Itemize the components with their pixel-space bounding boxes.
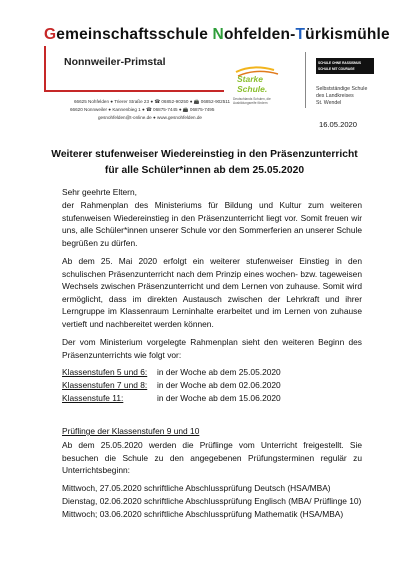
schedule-row [62, 367, 281, 377]
header-accent-vertical-line [44, 46, 46, 92]
greeting: Sehr geehrte Eltern, [62, 187, 137, 197]
address-line-3: gesnohfelden@t-online.de ● www.gesnohfelden.de [98, 115, 202, 120]
badge-row-2: SCHULE MIT COURAGE [318, 67, 355, 71]
schedule-row [62, 380, 281, 390]
school-status-line-3: St. Wendel [316, 100, 342, 106]
body-block [62, 199, 362, 367]
branch-name: Nonnweiler-Primstal [64, 56, 166, 68]
address-line-2: 66620 Nonnweiler ● Kannenbieg 1 ● ☎ 06875-7445 ● 📠 06875-7495 [70, 107, 215, 112]
paragraph-exams: Ab dem 25.05.2020 werden die Prüflinge vom Unterricht freigestellt. Sie besuchen die Schule zu den angegebenen Prüfungsterminen regulär zu Unterrichtsbeginn: [62, 440, 362, 475]
schedule-row [62, 393, 281, 403]
exam-line: Mittwoch; 03.06.2020 schriftliche Abschlussprüfung Mathematik (HSA/MBA) [62, 509, 344, 519]
school-name-part-3: ürkismühle [305, 26, 390, 43]
badge-row-1: SCHULE OHNE RASSISMUS [318, 61, 362, 65]
schedule-label: Klassenstufe 11: [62, 393, 124, 403]
starke-logo-subtitle: Deutschlands Schulen, die Ausbildungsreife fördern [233, 97, 271, 105]
starke-logo-word-1: Starke [237, 74, 263, 84]
letter-date: 16.05.2020 [319, 120, 358, 129]
school-name-part-2: ohfelden- [223, 26, 296, 43]
address-line-1: 66625 Nohfelden ● Trierer Straße 23 ● ☎ 06852-90250 ● 📠 06852-902511 [74, 99, 231, 104]
schule-ohne-rassismus-badge [316, 58, 374, 74]
school-name-part-1: emeinschaftsschule [56, 26, 213, 43]
paragraph-intro: der Rahmenplan des Ministeriums für Bildung und Kultur zum weiteren stufenweisen Wiedereinstieg in den Präsenzunterricht liegt vor. Somit freuen wir uns, alle Schüler*innen unserer Schule vor den Sommerferien an unserer Schule begrüßen zu dürfen. [62, 200, 362, 248]
letter-title-line-1: Weiterer stufenweiser Wiedereinstieg in den Präsenzunterricht [51, 149, 358, 160]
school-status-line-1: Selbstständige Schule [316, 86, 368, 92]
schedule-label: Klassenstufen 7 und 8: [62, 380, 148, 390]
school-name-letter-g: G [44, 26, 57, 43]
schedule-text: in der Woche ab dem 15.06.2020 [157, 393, 281, 403]
paragraph-details: Ab dem 25. Mai 2020 erfolgt ein weiterer stufenweiser Einstieg in den schulischen Präsenzunterricht nach dem Prinzip eines wochen- bzw. tageweisen Wechsels zwischen Präsenzunterricht und dem Lernen von zuhause. Somit wird ermöglicht, dass im direkten Austausch zwischen der Lehrkraft und ihrer Lerngruppe im Klassenraum Lerninhalte erarbeitet und im Lernen von zuhause vertieft und nachbereitet werden können. [62, 256, 362, 329]
school-name-letter-n: N [212, 26, 224, 43]
paragraph-plan: Der vom Ministerium vorgelegte Rahmenplan sieht den weiteren Beginn des Präsenzunterrichts wie folgt vor: [62, 337, 362, 360]
exam-line: Dienstag, 02.06.2020 schriftliche Abschlussprüfung Englisch (MBA/ Prüflinge 10) [62, 496, 362, 506]
exam-line: Mittwoch, 27.05.2020 schriftliche Abschlussprüfung Deutsch (HSA/MBA) [62, 483, 331, 493]
header-divider [305, 52, 306, 108]
exam-intro-block [62, 439, 362, 483]
starke-logo-word-2: Schule. [237, 84, 268, 94]
school-name [44, 26, 390, 44]
school-name-letter-t: T [295, 26, 306, 43]
letter-title-line-2: für alle Schüler*innen ab dem 25.05.2020 [104, 165, 305, 176]
school-status-line-2: des Landkreises [316, 93, 354, 99]
schedule-label: Klassenstufen 5 und 6: [62, 367, 148, 377]
section-heading-exams: Prüflinge der Klassenstufen 9 und 10 [62, 426, 200, 436]
schedule-text: in der Woche ab dem 02.06.2020 [157, 380, 281, 390]
schedule-text: in der Woche ab dem 25.05.2020 [157, 367, 281, 377]
header-accent-horizontal-line [44, 90, 224, 92]
